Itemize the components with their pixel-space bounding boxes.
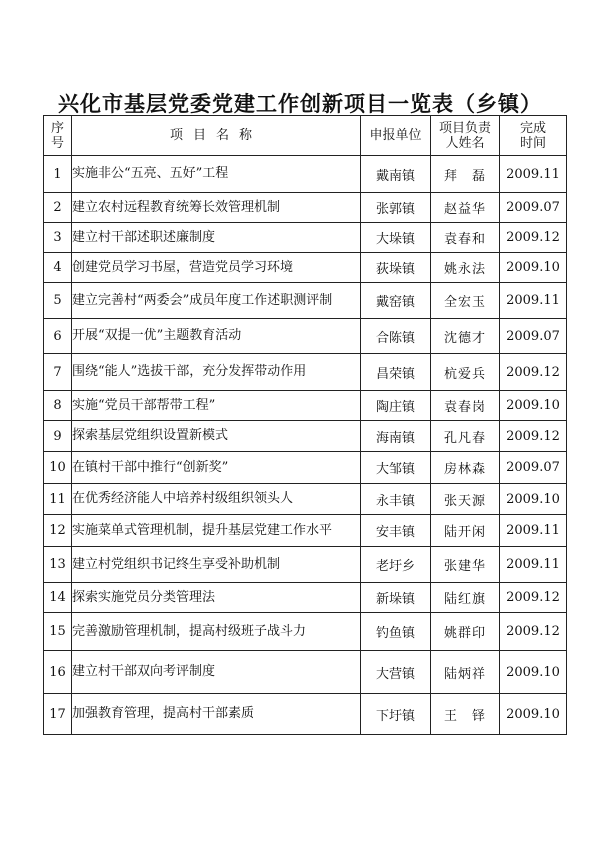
table-row [44, 547, 567, 583]
table-row [44, 354, 567, 391]
project-name: 建立完善村“两委会”成员年度工作述职测评制 [72, 283, 361, 319]
completion-date: 2009.12 [500, 223, 567, 253]
completion-date: 2009.12 [500, 613, 567, 651]
row-number: 11 [44, 484, 72, 515]
table-row [44, 156, 567, 193]
project-name: 加强教育管理，提高村干部素质 [72, 694, 361, 735]
person-in-charge: 袁春岗 [431, 391, 500, 421]
applicant-unit: 老圩乡 [361, 547, 431, 583]
project-name: 完善激励管理机制，提高村级班子战斗力 [72, 613, 361, 651]
row-number: 9 [44, 421, 72, 452]
completion-date: 2009.12 [500, 354, 567, 391]
completion-date: 2009.10 [500, 651, 567, 694]
table-row [44, 515, 567, 547]
applicant-unit: 大营镇 [361, 651, 431, 694]
project-name: 创建党员学习书屋，营造党员学习环境 [72, 253, 361, 283]
project-name: 建立村干部述职述廉制度 [72, 223, 361, 253]
completion-date: 2009.11 [500, 547, 567, 583]
header-person: 项目负责 人姓名 [431, 116, 500, 156]
header-name: 项目名称 [72, 116, 361, 156]
completion-date: 2009.11 [500, 156, 567, 193]
person-in-charge: 姚永法 [431, 253, 500, 283]
row-number: 12 [44, 515, 72, 547]
row-number: 15 [44, 613, 72, 651]
header-no: 序 号 [44, 116, 72, 156]
person-in-charge: 杭爱兵 [431, 354, 500, 391]
person-in-charge: 陆红旗 [431, 583, 500, 613]
project-name: 实施“党员干部帮带工程” [72, 391, 361, 421]
project-name: 探索实施党员分类管理法 [72, 583, 361, 613]
table-row [44, 391, 567, 421]
applicant-unit: 海南镇 [361, 421, 431, 452]
row-number: 7 [44, 354, 72, 391]
project-name: 在镇村干部中推行“创新奖” [72, 452, 361, 484]
completion-date: 2009.07 [500, 319, 567, 354]
row-number: 14 [44, 583, 72, 613]
table-row [44, 223, 567, 253]
row-number: 13 [44, 547, 72, 583]
person-in-charge: 沈德才 [431, 319, 500, 354]
row-number: 10 [44, 452, 72, 484]
person-in-charge: 王 铎 [431, 694, 500, 735]
project-name: 建立村党组织书记终生享受补助机制 [72, 547, 361, 583]
completion-date: 2009.12 [500, 421, 567, 452]
table-row [44, 583, 567, 613]
applicant-unit: 戴窑镇 [361, 283, 431, 319]
completion-date: 2009.10 [500, 484, 567, 515]
row-number: 16 [44, 651, 72, 694]
row-number: 3 [44, 223, 72, 253]
table-row [44, 452, 567, 484]
completion-date: 2009.10 [500, 391, 567, 421]
project-name: 建立村干部双向考评制度 [72, 651, 361, 694]
row-number: 4 [44, 253, 72, 283]
person-in-charge: 赵益华 [431, 193, 500, 223]
person-in-charge: 全宏玉 [431, 283, 500, 319]
row-number: 2 [44, 193, 72, 223]
person-in-charge: 张天源 [431, 484, 500, 515]
table-row [44, 319, 567, 354]
applicant-unit: 大邹镇 [361, 452, 431, 484]
row-number: 17 [44, 694, 72, 735]
project-name: 实施非公“五亮、五好”工程 [72, 156, 361, 193]
person-in-charge: 陆炳祥 [431, 651, 500, 694]
completion-date: 2009.10 [500, 253, 567, 283]
applicant-unit: 钓鱼镇 [361, 613, 431, 651]
person-in-charge: 陆开闲 [431, 515, 500, 547]
project-name: 开展“双提一优”主题教育活动 [72, 319, 361, 354]
applicant-unit: 陶庄镇 [361, 391, 431, 421]
applicant-unit: 新垛镇 [361, 583, 431, 613]
table-row [44, 193, 567, 223]
applicant-unit: 昌荣镇 [361, 354, 431, 391]
row-number: 1 [44, 156, 72, 193]
project-name: 建立农村远程教育统筹长效管理机制 [72, 193, 361, 223]
project-name: 围绕“能人”选拔干部，充分发挥带动作用 [72, 354, 361, 391]
projects-table [43, 115, 567, 735]
table-row [44, 253, 567, 283]
table-row [44, 421, 567, 452]
completion-date: 2009.07 [500, 452, 567, 484]
person-in-charge: 姚群印 [431, 613, 500, 651]
applicant-unit: 下圩镇 [361, 694, 431, 735]
person-in-charge: 袁春和 [431, 223, 500, 253]
applicant-unit: 荻垛镇 [361, 253, 431, 283]
header-row [44, 116, 567, 156]
person-in-charge: 拜 磊 [431, 156, 500, 193]
table-row [44, 694, 567, 735]
applicant-unit: 戴南镇 [361, 156, 431, 193]
completion-date: 2009.07 [500, 193, 567, 223]
completion-date: 2009.11 [500, 283, 567, 319]
table-row [44, 484, 567, 515]
applicant-unit: 永丰镇 [361, 484, 431, 515]
person-in-charge: 房林森 [431, 452, 500, 484]
applicant-unit: 张郭镇 [361, 193, 431, 223]
completion-date: 2009.11 [500, 515, 567, 547]
applicant-unit: 安丰镇 [361, 515, 431, 547]
row-number: 8 [44, 391, 72, 421]
page-title: 兴化市基层党委党建工作创新项目一览表（乡镇） [58, 92, 542, 116]
row-number: 6 [44, 319, 72, 354]
table-row [44, 283, 567, 319]
project-name: 在优秀经济能人中培养村级组织领头人 [72, 484, 361, 515]
applicant-unit: 大垛镇 [361, 223, 431, 253]
table-row [44, 613, 567, 651]
table-row [44, 651, 567, 694]
completion-date: 2009.12 [500, 583, 567, 613]
header-date: 完成 时间 [500, 116, 567, 156]
project-name: 实施菜单式管理机制，提升基层党建工作水平 [72, 515, 361, 547]
completion-date: 2009.10 [500, 694, 567, 735]
header-unit: 申报单位 [361, 116, 431, 156]
project-name: 探索基层党组织设置新模式 [72, 421, 361, 452]
row-number: 5 [44, 283, 72, 319]
table-body [44, 156, 567, 735]
applicant-unit: 合陈镇 [361, 319, 431, 354]
person-in-charge: 张建华 [431, 547, 500, 583]
person-in-charge: 孔凡春 [431, 421, 500, 452]
